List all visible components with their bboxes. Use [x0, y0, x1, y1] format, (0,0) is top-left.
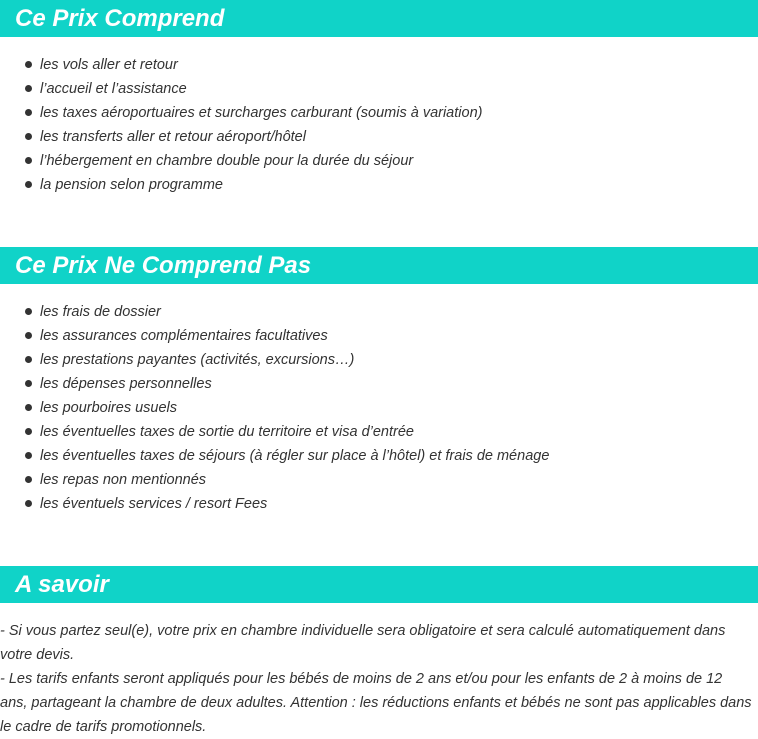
- bullet-icon: [25, 404, 32, 411]
- list-item: [0, 125, 482, 149]
- bullet-icon: [25, 476, 32, 483]
- section-title-not-included: Ce Prix Ne Comprend Pas: [0, 247, 758, 284]
- list-item-text: les vols aller et retour: [40, 57, 178, 73]
- list-item-text: les pourboires usuels: [40, 400, 178, 416]
- included-list: [0, 53, 482, 197]
- list-item: [0, 149, 482, 173]
- not-included-list: [0, 300, 549, 516]
- bullet-icon: [25, 133, 32, 140]
- list-item: [0, 444, 549, 468]
- list-item: [0, 77, 482, 101]
- list-item: [0, 53, 482, 77]
- list-item: [0, 492, 549, 516]
- list-item-text: la pension selon programme: [40, 177, 223, 193]
- bullet-icon: [25, 380, 32, 387]
- info-paragraph: - Si vous partez seul(e), votre prix en chambre individuelle sera obligatoire et sera calculé automatiquement dans votre devis.: [0, 623, 726, 663]
- list-item-text: les éventuels services / resort Fees: [40, 496, 268, 512]
- list-item-text: les éventuelles taxes de séjours (à régler sur place à l’hôtel) et frais de ménage: [40, 448, 550, 464]
- list-item-text: l’accueil et l’assistance: [40, 81, 187, 97]
- info-paragraph: - Les tarifs enfants seront appliqués pour les bébés de moins de 2 ans et/ou pour les enfants de 2 à moins de 12 ans, partageant la chambre de deux adultes. Attention : les réductions enfants et bébés ne sont pas applicables dans le cadre de tarifs promotionnels.: [0, 671, 752, 735]
- section-title-included: Ce Prix Comprend: [0, 0, 758, 37]
- bullet-icon: [25, 500, 32, 507]
- bullet-icon: [25, 157, 32, 164]
- list-item-text: les éventuelles taxes de sortie du territoire et visa d’entrée: [40, 424, 414, 440]
- list-item-text: les frais de dossier: [40, 304, 161, 320]
- list-item: [0, 324, 549, 348]
- list-item-text: les prestations payantes (activités, excursions…): [40, 352, 355, 368]
- list-item: [0, 348, 549, 372]
- list-item: [0, 300, 549, 324]
- bullet-icon: [25, 61, 32, 68]
- bullet-icon: [25, 181, 32, 188]
- bullet-icon: [25, 85, 32, 92]
- list-item: [0, 468, 549, 492]
- list-item-text: les dépenses personnelles: [40, 376, 212, 392]
- list-item-text: les taxes aéroportuaires et surcharges carburant (soumis à variation): [40, 105, 483, 121]
- good-to-know-text: [0, 619, 752, 739]
- bullet-icon: [25, 428, 32, 435]
- bullet-icon: [25, 109, 32, 116]
- list-item-text: les transferts aller et retour aéroport/hôtel: [40, 129, 306, 145]
- list-item-text: les repas non mentionnés: [40, 472, 207, 488]
- list-item: [0, 372, 549, 396]
- list-item: [0, 101, 482, 125]
- section-title-good-to-know: A savoir: [0, 566, 758, 603]
- bullet-icon: [25, 308, 32, 315]
- list-item-text: l’hébergement en chambre double pour la durée du séjour: [40, 153, 414, 169]
- list-item: [0, 396, 549, 420]
- list-item-text: les assurances complémentaires facultatives: [40, 328, 328, 344]
- list-item: [0, 173, 482, 197]
- list-item: [0, 420, 549, 444]
- bullet-icon: [25, 452, 32, 459]
- bullet-icon: [25, 356, 32, 363]
- bullet-icon: [25, 332, 32, 339]
